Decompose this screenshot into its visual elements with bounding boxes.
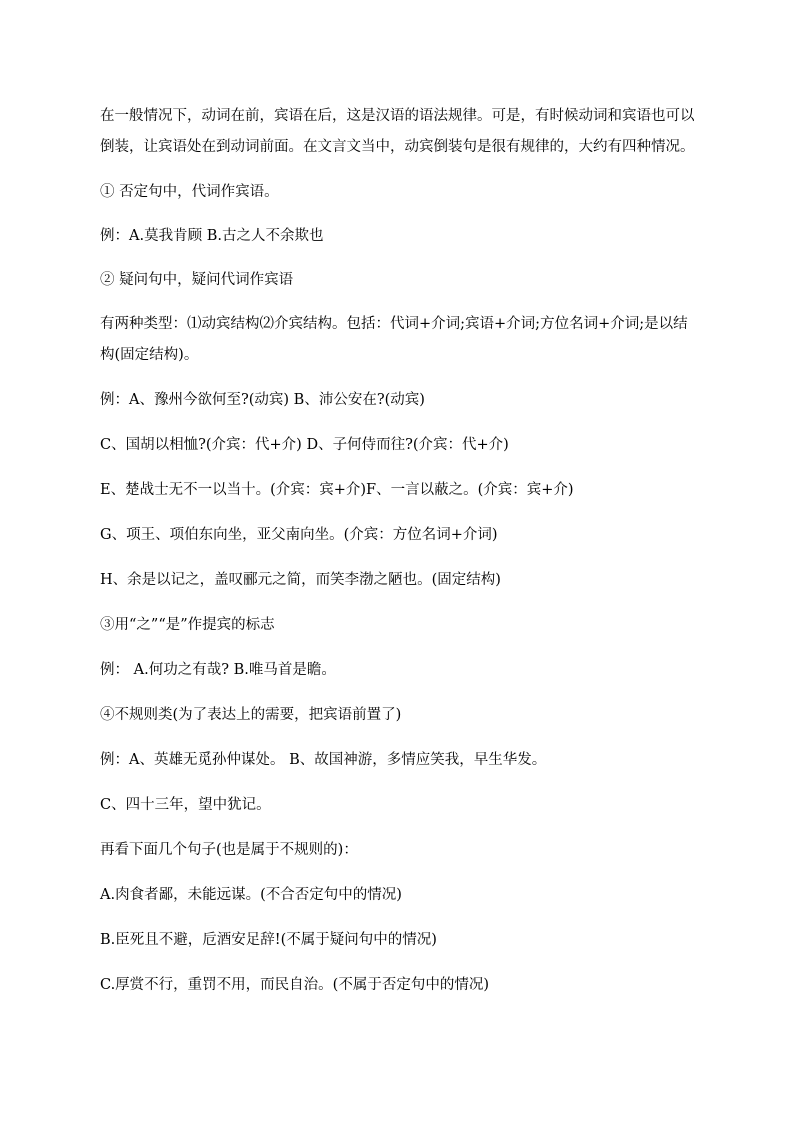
example-case-2-g: G、项王、项伯东向坐，亚父南向坐。(介宾：方位名词+介词) (100, 527, 498, 543)
heading-case-2: ② 疑问句中，疑问代词作宾语 (100, 272, 294, 288)
example-irregular-c: C.厚赏不行，重罚不用，而民自治。(不属于否定句中的情况) (100, 977, 489, 993)
heading-case-4: ④不规则类(为了表达上的需要，把宾语前置了) (100, 707, 402, 723)
example-irregular-b: B.臣死且不避，卮酒安足辞!(不属于疑问句中的情况) (100, 932, 437, 948)
heading-case-1: ① 否定句中，代词作宾语。 (100, 184, 279, 200)
paragraph-types-line-1: 有两种类型：⑴动宾结构⑵介宾结构。包括：代词+介词;宾语+介词;方位名词+介词;是以结 (100, 316, 688, 332)
example-case-3: 例： A.何功之有哉? B.唯马首是瞻。 (100, 662, 336, 678)
paragraph-intro-line-1: 在一般情况下，动词在前，宾语在后，这是汉语的语法规律。可是，有时候动词和宾语也可以 (100, 108, 695, 124)
paragraph-intro-line-2: 倒装，让宾语处在到动词前面。在文言文当中，动宾倒装句是很有规律的，大约有四种情况。 (100, 139, 695, 155)
paragraph-types-line-2: 构(固定结构)。 (100, 347, 199, 363)
example-irregular-a: A.肉食者鄙，未能远谋。(不合否定句中的情况) (100, 887, 402, 903)
example-case-2-ab: 例：A、豫州今欲何至?(动宾) B、沛公安在?(动宾) (100, 392, 425, 408)
example-case-4-c: C、四十三年，望中犹记。 (100, 797, 271, 813)
paragraph-more-sentences: 再看下面几个句子(也是属于不规则的)： (100, 842, 358, 858)
example-case-2-h: H、余是以记之，盖叹郦元之简，而笑李渤之陋也。(固定结构) (100, 572, 501, 588)
example-case-4-ab: 例：A、英雄无觅孙仲谋处。 B、故国神游，多情应笑我，早生华发。 (100, 752, 547, 768)
example-case-2-cd: C、国胡以相恤?(介宾：代+介) D、子何侍而往?(介宾：代+介) (100, 437, 509, 453)
example-case-2-ef: E、楚战士无不一以当十。(介宾：宾+介)F、一言以蔽之。(介宾：宾+介) (100, 482, 574, 498)
heading-case-3: ③用“之”“是”作提宾的标志 (100, 617, 275, 633)
example-case-1: 例：A.莫我肯顾 B.古之人不余欺也 (100, 228, 324, 244)
